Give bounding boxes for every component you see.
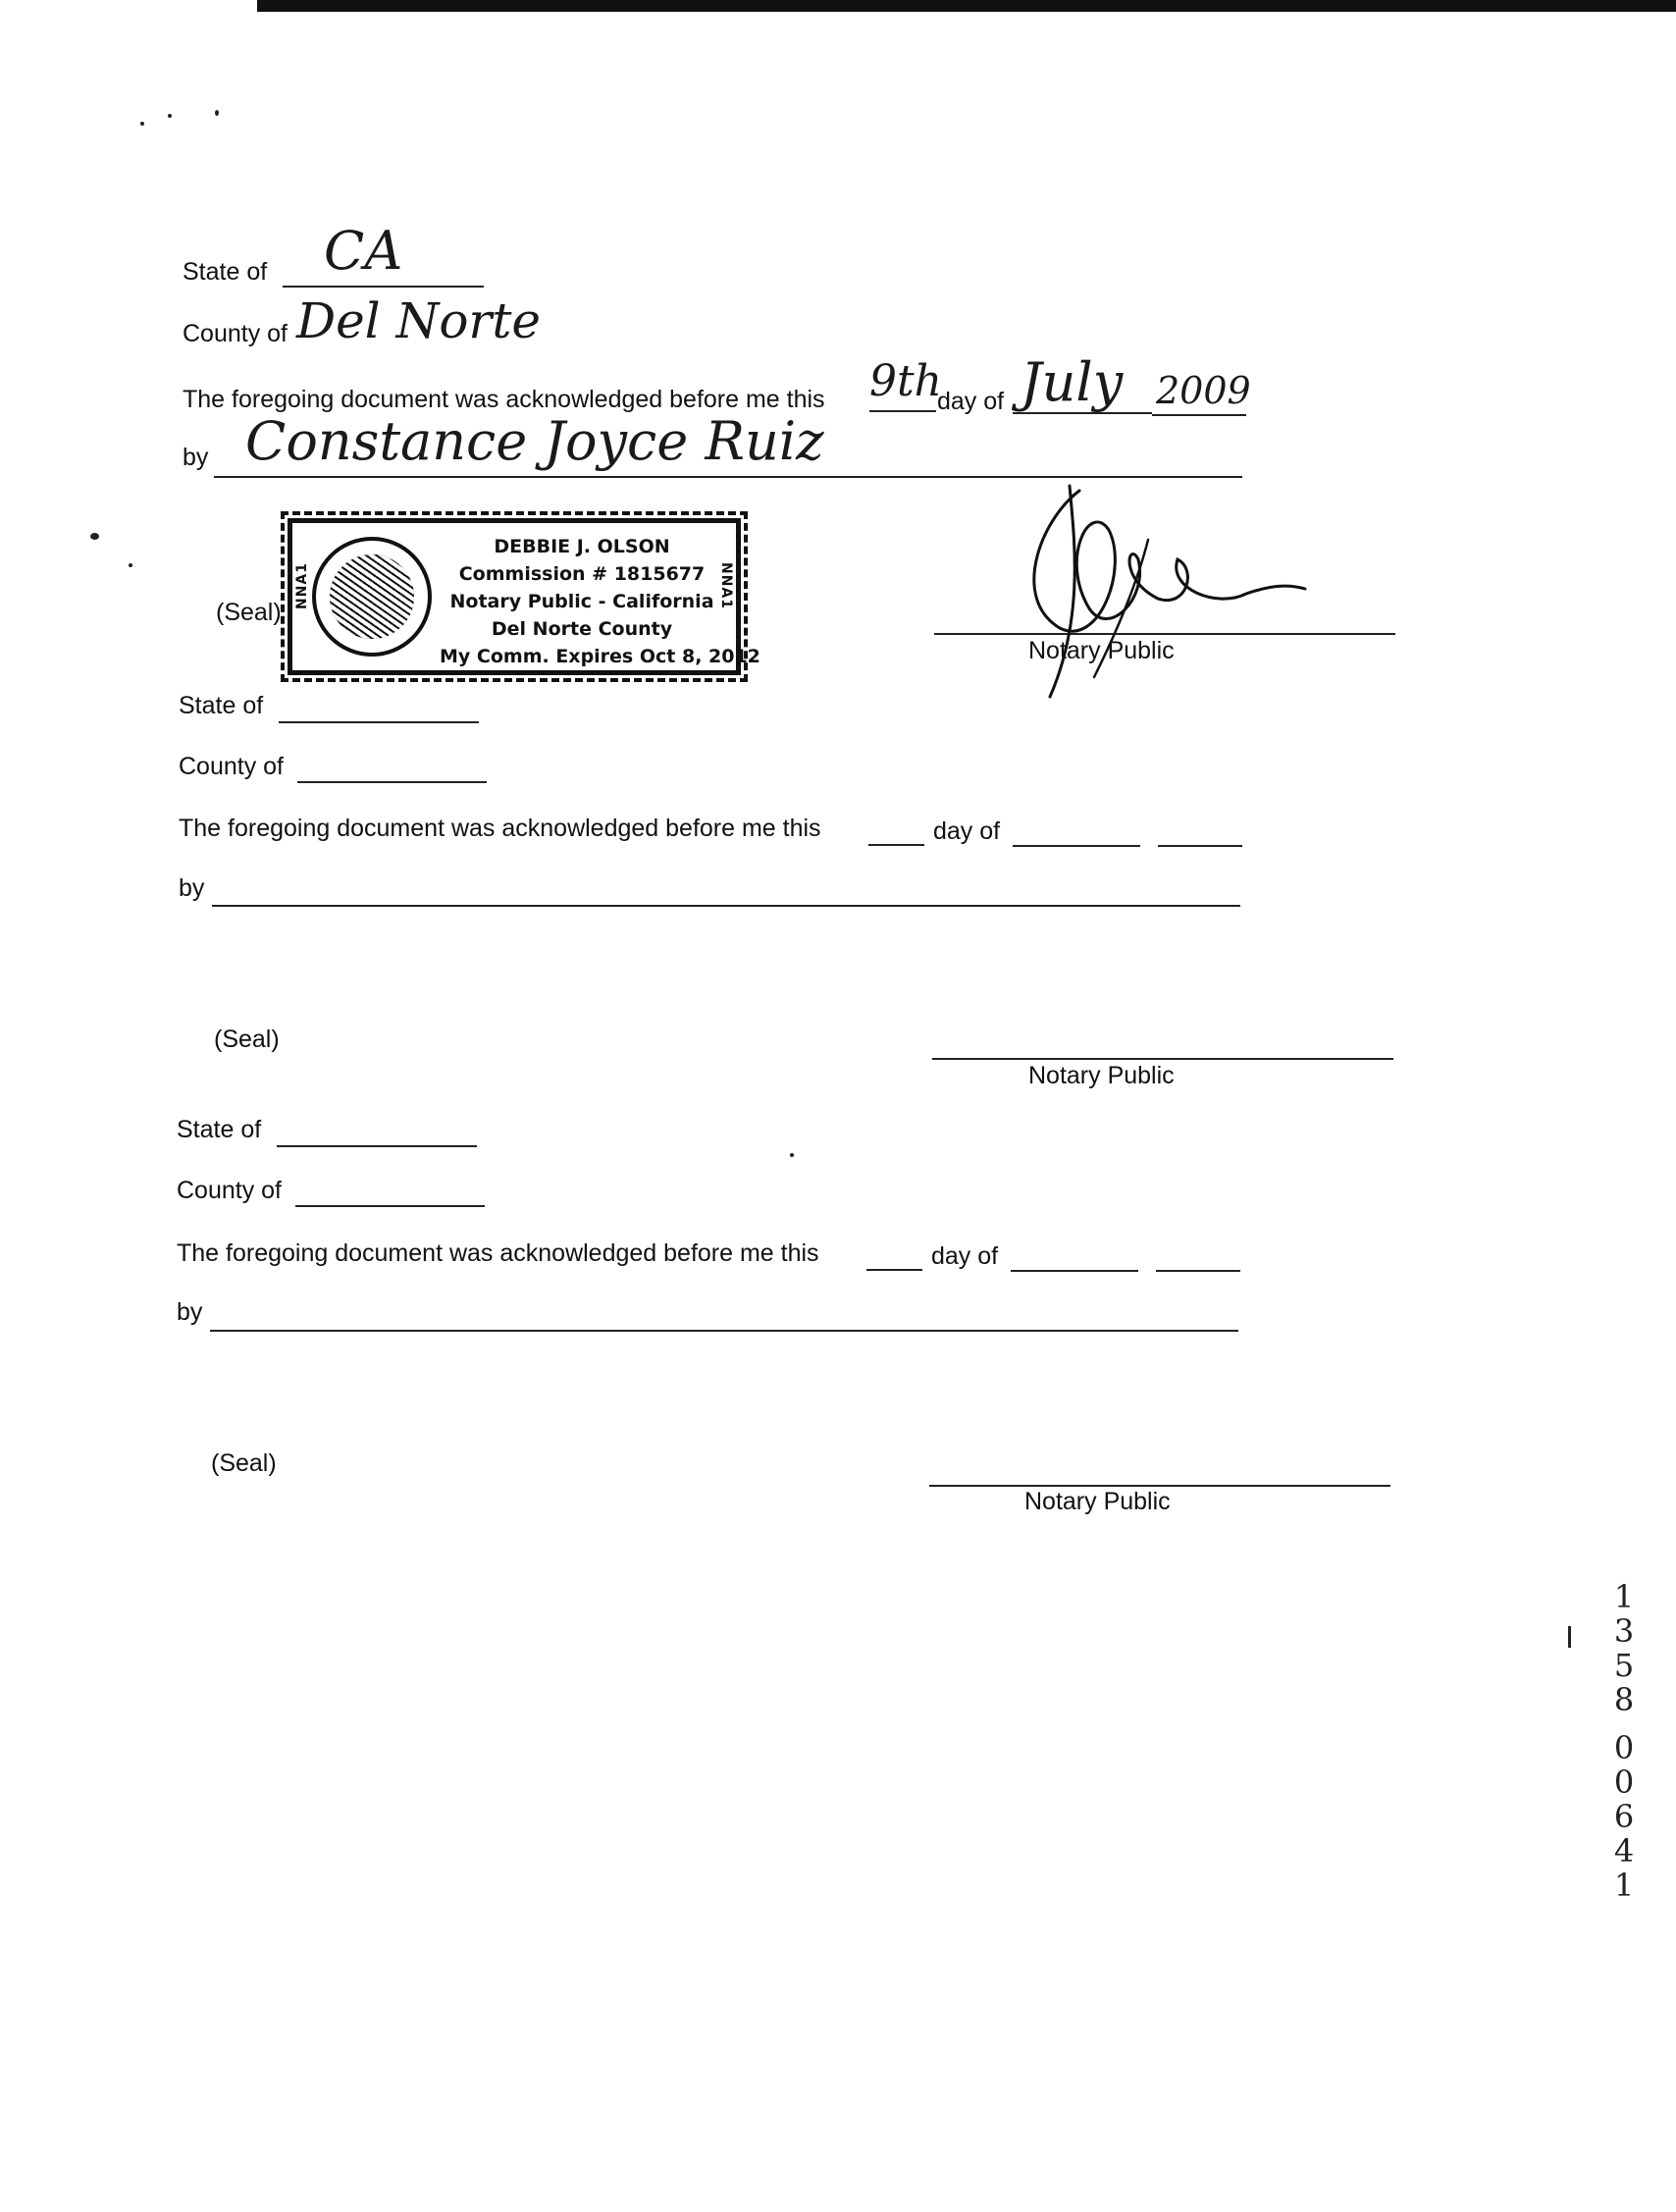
seal-label-2: (Seal) [214, 1026, 280, 1053]
notary-signature [1001, 481, 1325, 707]
by-label-1: by [183, 444, 209, 471]
county-of-label-3: County of [177, 1177, 283, 1204]
ack-text-2: The foregoing document was acknowledged before me this [179, 815, 821, 842]
scan-top-border [257, 0, 1676, 12]
county-of-label-2: County of [179, 753, 285, 780]
notary-stamp [288, 518, 760, 675]
year-line-2 [1158, 845, 1242, 847]
state-of-label-3: State of [177, 1116, 262, 1143]
by-line-3 [210, 1330, 1238, 1332]
scan-speck [90, 533, 99, 540]
state-value-1: CA [324, 220, 403, 282]
month-line-1 [1013, 412, 1152, 414]
notary-public-label-2: Notary Public [1028, 1062, 1175, 1089]
year-line-3 [1156, 1270, 1240, 1272]
county-line-3 [295, 1205, 485, 1207]
stamp-county: Del Norte County [491, 618, 673, 640]
by-value-1: Constance Joyce Ruiz [245, 410, 824, 472]
scan-speck [790, 1153, 794, 1157]
scan-mark [1568, 1626, 1571, 1648]
stamp-commission: Commission # 1815677 [458, 563, 706, 585]
state-line-3 [277, 1145, 477, 1147]
day-line-2 [868, 844, 924, 846]
by-line-2 [212, 905, 1240, 907]
by-line-1 [214, 476, 1242, 478]
county-value-1: Del Norte [296, 292, 541, 349]
day-line-1 [869, 410, 936, 412]
stamp-side-code-left: NNA1 [294, 562, 310, 610]
by-label-2: by [179, 874, 205, 902]
day-line-3 [866, 1269, 922, 1271]
scan-speck [168, 114, 172, 118]
scan-speck [215, 110, 219, 116]
year-value-1: 2009 [1156, 369, 1251, 412]
stamp-title: Notary Public - California [449, 591, 714, 612]
scan-speck [140, 122, 144, 126]
day-of-label-1: day of [937, 388, 1005, 415]
stamp-expires: My Comm. Expires Oct 8, 2012 [440, 646, 760, 667]
ack-text-1: The foregoing document was acknowledged before me this [183, 386, 825, 413]
scan-speck [129, 563, 132, 567]
month-line-3 [1011, 1270, 1138, 1272]
state-seal-icon [312, 537, 432, 657]
by-label-3: by [177, 1298, 203, 1326]
seal-label-1: (Seal) [216, 599, 282, 626]
state-line-2 [279, 721, 479, 723]
stamp-name: DEBBIE J. OLSON [494, 536, 670, 557]
seal-label-3: (Seal) [211, 1449, 277, 1477]
stamp-side-code-right: NNA1 [718, 562, 734, 610]
state-of-label-2: State of [179, 692, 264, 719]
ack-text-3: The foregoing document was acknowledged before me this [177, 1239, 819, 1267]
county-line-2 [297, 781, 487, 783]
notary-signature-line-2 [932, 1058, 1393, 1060]
month-value-1: July [1021, 351, 1124, 413]
year-line-1 [1152, 414, 1246, 416]
state-line-1 [283, 286, 484, 288]
day-of-label-3: day of [931, 1242, 999, 1270]
month-line-2 [1013, 845, 1140, 847]
notary-public-label-1: Notary Public [1028, 637, 1175, 664]
day-of-label-2: day of [933, 817, 1001, 845]
state-of-label-1: State of [183, 258, 268, 286]
batch-number-vertical: 1 3 5 8 0 0 6 4 1 [1613, 1578, 1635, 1904]
day-value-1: 9th [869, 356, 943, 406]
county-of-label-1: County of [183, 320, 288, 347]
notary-public-label-3: Notary Public [1024, 1488, 1171, 1515]
